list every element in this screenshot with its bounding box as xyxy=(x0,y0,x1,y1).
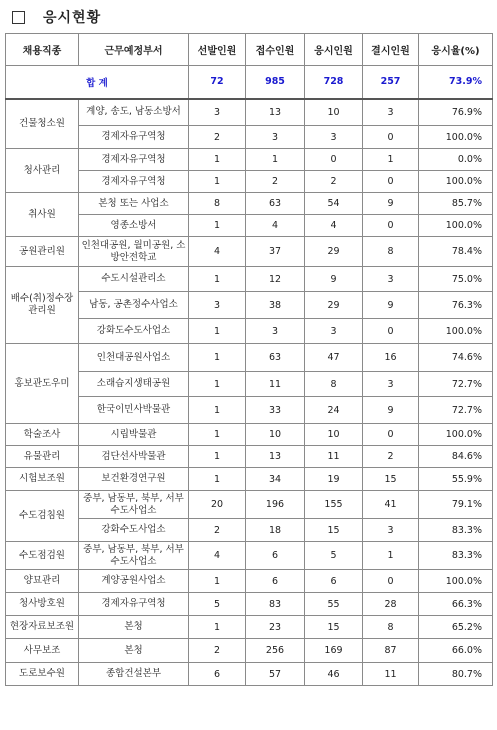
absent-cell: 3 xyxy=(363,519,419,542)
applied-cell: 10 xyxy=(305,424,363,446)
received-cell: 33 xyxy=(246,397,305,424)
table-row xyxy=(6,372,493,397)
department-cell: 보건환경연구원 xyxy=(79,468,189,491)
applied-cell: 47 xyxy=(305,344,363,372)
department-cell: 수도시설관리소 xyxy=(79,267,189,292)
table-row xyxy=(6,171,493,193)
absent-cell: 1 xyxy=(363,542,419,570)
absent-cell: 3 xyxy=(363,267,419,292)
table-row xyxy=(6,126,493,149)
department-cell: 인천대공원, 월미공원, 소방안전학교 xyxy=(79,237,189,267)
rate-cell: 100.0% xyxy=(419,319,493,344)
selected-cell: 5 xyxy=(189,593,246,616)
table-row xyxy=(6,292,493,319)
received-cell: 3 xyxy=(246,319,305,344)
rate-cell: 80.7% xyxy=(419,663,493,686)
header-received: 접수인원 xyxy=(246,34,305,66)
absent-cell: 0 xyxy=(363,126,419,149)
job-type-cell: 현장자료보조원 xyxy=(6,616,79,639)
title-text: 응시현황 xyxy=(43,10,102,26)
job-type-cell: 수도검침원 xyxy=(6,491,79,542)
job-type-cell: 건물청소원 xyxy=(6,99,79,149)
rate-cell: 83.3% xyxy=(419,519,493,542)
selected-cell: 6 xyxy=(189,663,246,686)
selected-cell: 1 xyxy=(189,446,246,468)
department-cell: 남동, 공촌정수사업소 xyxy=(79,292,189,319)
received-cell: 13 xyxy=(246,446,305,468)
department-cell: 경제자유구역청 xyxy=(79,126,189,149)
table-row xyxy=(6,215,493,237)
selected-cell: 1 xyxy=(189,570,246,593)
job-type-cell: 공원관리원 xyxy=(6,237,79,267)
selected-cell: 3 xyxy=(189,292,246,319)
rate-cell: 75.0% xyxy=(419,267,493,292)
department-cell: 본청 또는 사업소 xyxy=(79,193,189,215)
table-row xyxy=(6,491,493,519)
rate-cell: 55.9% xyxy=(419,468,493,491)
received-cell: 4 xyxy=(246,215,305,237)
applied-cell: 169 xyxy=(305,639,363,663)
department-cell: 경제자유구역청 xyxy=(79,149,189,171)
rate-cell: 100.0% xyxy=(419,424,493,446)
received-cell: 18 xyxy=(246,519,305,542)
rate-cell: 0.0% xyxy=(419,149,493,171)
table-row xyxy=(6,616,493,639)
applied-cell: 15 xyxy=(305,616,363,639)
table-row xyxy=(6,149,493,171)
table-row xyxy=(6,570,493,593)
department-cell: 중부, 남동부, 북부, 서부수도사업소 xyxy=(79,542,189,570)
received-cell: 256 xyxy=(246,639,305,663)
received-cell: 63 xyxy=(246,193,305,215)
selected-cell: 4 xyxy=(189,237,246,267)
applied-cell: 3 xyxy=(305,126,363,149)
table-row xyxy=(6,593,493,616)
table-row xyxy=(6,237,493,267)
absent-cell: 3 xyxy=(363,99,419,126)
rate-cell: 76.9% xyxy=(419,99,493,126)
rate-cell: 100.0% xyxy=(419,171,493,193)
absent-cell: 9 xyxy=(363,397,419,424)
rate-cell: 100.0% xyxy=(419,215,493,237)
job-type-cell: 사무보조 xyxy=(6,639,79,663)
header-job-type: 채용직종 xyxy=(6,34,79,66)
department-cell: 본청 xyxy=(79,639,189,663)
received-cell: 83 xyxy=(246,593,305,616)
job-type-cell: 시험보조원 xyxy=(6,468,79,491)
applied-cell: 5 xyxy=(305,542,363,570)
selected-cell: 2 xyxy=(189,126,246,149)
rate-cell: 66.0% xyxy=(419,639,493,663)
absent-cell: 0 xyxy=(363,215,419,237)
department-cell: 영종소방서 xyxy=(79,215,189,237)
rate-cell: 78.4% xyxy=(419,237,493,267)
rate-cell: 76.3% xyxy=(419,292,493,319)
rate-cell: 72.7% xyxy=(419,397,493,424)
applied-cell: 2 xyxy=(305,171,363,193)
page-title xyxy=(12,7,101,27)
absent-cell: 0 xyxy=(363,319,419,344)
selected-cell: 3 xyxy=(189,99,246,126)
rate-cell: 84.6% xyxy=(419,446,493,468)
selected-cell: 8 xyxy=(189,193,246,215)
selected-cell: 1 xyxy=(189,215,246,237)
department-cell: 시립박물관 xyxy=(79,424,189,446)
total-row xyxy=(6,66,493,99)
absent-cell: 1 xyxy=(363,149,419,171)
selected-cell: 1 xyxy=(189,344,246,372)
applied-cell: 54 xyxy=(305,193,363,215)
department-cell: 검단선사박물관 xyxy=(79,446,189,468)
job-type-cell: 양묘관리 xyxy=(6,570,79,593)
absent-cell: 9 xyxy=(363,292,419,319)
received-cell: 6 xyxy=(246,542,305,570)
selected-cell: 1 xyxy=(189,171,246,193)
received-cell: 6 xyxy=(246,570,305,593)
table-row xyxy=(6,542,493,570)
selected-cell: 4 xyxy=(189,542,246,570)
received-cell: 3 xyxy=(246,126,305,149)
total-applied: 728 xyxy=(305,66,363,99)
table-row xyxy=(6,663,493,686)
absent-cell: 0 xyxy=(363,424,419,446)
total-selected: 72 xyxy=(189,66,246,99)
absent-cell: 8 xyxy=(363,237,419,267)
received-cell: 23 xyxy=(246,616,305,639)
table-row xyxy=(6,639,493,663)
job-type-cell: 취사원 xyxy=(6,193,79,237)
department-cell: 경제자유구역청 xyxy=(79,171,189,193)
rate-cell: 65.2% xyxy=(419,616,493,639)
applied-cell: 8 xyxy=(305,372,363,397)
job-type-cell: 배수(취)정수장 관리원 xyxy=(6,267,79,344)
applied-cell: 0 xyxy=(305,149,363,171)
selected-cell: 20 xyxy=(189,491,246,519)
department-cell: 인천대공원사업소 xyxy=(79,344,189,372)
selected-cell: 2 xyxy=(189,519,246,542)
table-row xyxy=(6,344,493,372)
absent-cell: 9 xyxy=(363,193,419,215)
absent-cell: 87 xyxy=(363,639,419,663)
received-cell: 63 xyxy=(246,344,305,372)
department-cell: 계양공원사업소 xyxy=(79,570,189,593)
absent-cell: 3 xyxy=(363,372,419,397)
applied-cell: 4 xyxy=(305,215,363,237)
received-cell: 1 xyxy=(246,149,305,171)
header-rate: 응시율(%) xyxy=(419,34,493,66)
received-cell: 38 xyxy=(246,292,305,319)
applied-cell: 55 xyxy=(305,593,363,616)
job-type-cell: 청사방호원 xyxy=(6,593,79,616)
applied-cell: 10 xyxy=(305,99,363,126)
job-type-cell: 도로보수원 xyxy=(6,663,79,686)
applicant-status-table xyxy=(5,33,493,686)
department-cell: 경제자유구역청 xyxy=(79,593,189,616)
absent-cell: 41 xyxy=(363,491,419,519)
department-cell: 강화도수도사업소 xyxy=(79,319,189,344)
rate-cell: 72.7% xyxy=(419,372,493,397)
job-type-cell: 청사관리 xyxy=(6,149,79,193)
table-row xyxy=(6,193,493,215)
applied-cell: 29 xyxy=(305,237,363,267)
total-absent: 257 xyxy=(363,66,419,99)
rate-cell: 74.6% xyxy=(419,344,493,372)
department-cell: 중부, 남동부, 북부, 서부수도사업소 xyxy=(79,491,189,519)
selected-cell: 1 xyxy=(189,468,246,491)
applied-cell: 15 xyxy=(305,519,363,542)
job-type-cell: 수도점검원 xyxy=(6,542,79,570)
absent-cell: 8 xyxy=(363,616,419,639)
applied-cell: 29 xyxy=(305,292,363,319)
selected-cell: 1 xyxy=(189,616,246,639)
rate-cell: 100.0% xyxy=(419,570,493,593)
selected-cell: 2 xyxy=(189,639,246,663)
applied-cell: 6 xyxy=(305,570,363,593)
job-type-cell: 홍보관도우미 xyxy=(6,344,79,424)
applied-cell: 155 xyxy=(305,491,363,519)
applied-cell: 11 xyxy=(305,446,363,468)
rate-cell: 85.7% xyxy=(419,193,493,215)
received-cell: 2 xyxy=(246,171,305,193)
received-cell: 34 xyxy=(246,468,305,491)
absent-cell: 0 xyxy=(363,171,419,193)
rate-cell: 79.1% xyxy=(419,491,493,519)
department-cell: 강화수도사업소 xyxy=(79,519,189,542)
absent-cell: 28 xyxy=(363,593,419,616)
rate-cell: 83.3% xyxy=(419,542,493,570)
total-label: 합 계 xyxy=(6,66,189,99)
department-cell: 종합건설본부 xyxy=(79,663,189,686)
total-received: 985 xyxy=(246,66,305,99)
header-selected: 선발인원 xyxy=(189,34,246,66)
rate-cell: 100.0% xyxy=(419,126,493,149)
total-rate: 73.9% xyxy=(419,66,493,99)
table-row xyxy=(6,468,493,491)
received-cell: 10 xyxy=(246,424,305,446)
header-applied: 응시인원 xyxy=(305,34,363,66)
department-cell: 한국이민사박물관 xyxy=(79,397,189,424)
header-absent: 결시인원 xyxy=(363,34,419,66)
job-type-cell: 유물관리 xyxy=(6,446,79,468)
absent-cell: 16 xyxy=(363,344,419,372)
applied-cell: 9 xyxy=(305,267,363,292)
selected-cell: 1 xyxy=(189,424,246,446)
table-row xyxy=(6,99,493,126)
applied-cell: 46 xyxy=(305,663,363,686)
absent-cell: 2 xyxy=(363,446,419,468)
selected-cell: 1 xyxy=(189,372,246,397)
absent-cell: 15 xyxy=(363,468,419,491)
received-cell: 11 xyxy=(246,372,305,397)
received-cell: 196 xyxy=(246,491,305,519)
received-cell: 57 xyxy=(246,663,305,686)
table-row xyxy=(6,267,493,292)
job-type-cell: 학술조사 xyxy=(6,424,79,446)
rate-cell: 66.3% xyxy=(419,593,493,616)
department-cell: 소래습지생태공원 xyxy=(79,372,189,397)
received-cell: 13 xyxy=(246,99,305,126)
checkbox-square-icon xyxy=(12,11,25,24)
table-row xyxy=(6,519,493,542)
selected-cell: 1 xyxy=(189,319,246,344)
received-cell: 37 xyxy=(246,237,305,267)
applied-cell: 19 xyxy=(305,468,363,491)
table-row xyxy=(6,446,493,468)
absent-cell: 11 xyxy=(363,663,419,686)
header-department: 근무예정부서 xyxy=(79,34,189,66)
department-cell: 본청 xyxy=(79,616,189,639)
absent-cell: 0 xyxy=(363,570,419,593)
received-cell: 12 xyxy=(246,267,305,292)
table-row xyxy=(6,424,493,446)
header-row xyxy=(6,34,493,66)
table-row xyxy=(6,397,493,424)
table-row xyxy=(6,319,493,344)
selected-cell: 1 xyxy=(189,397,246,424)
applied-cell: 24 xyxy=(305,397,363,424)
selected-cell: 1 xyxy=(189,149,246,171)
applied-cell: 3 xyxy=(305,319,363,344)
department-cell: 계양, 송도, 남동소방서 xyxy=(79,99,189,126)
selected-cell: 1 xyxy=(189,267,246,292)
